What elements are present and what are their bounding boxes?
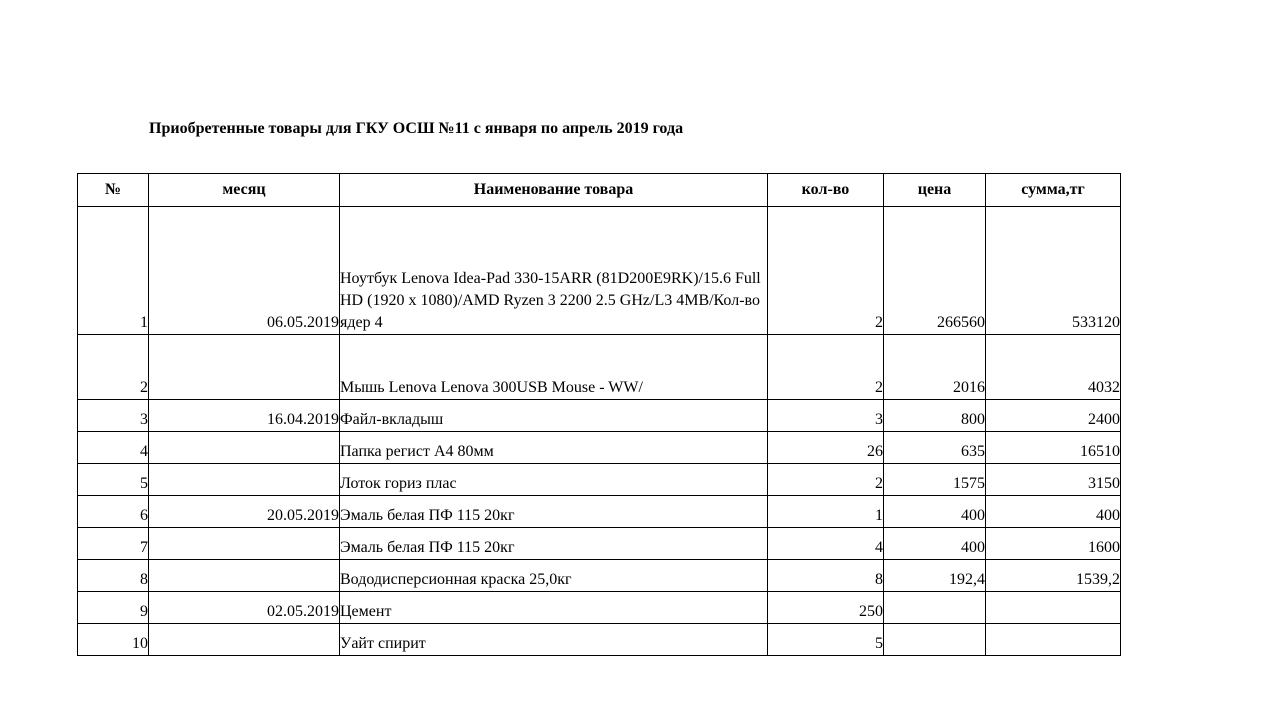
cell-sum <box>986 624 1121 656</box>
cell-price <box>884 592 986 624</box>
cell-qty: 4 <box>768 528 884 560</box>
cell-qty: 8 <box>768 560 884 592</box>
cell-name: Эмаль белая ПФ 115 20кг <box>340 528 768 560</box>
table-row <box>78 432 1121 464</box>
document-title: Приобретенные товары для ГКУ ОСШ №11 с января по апрель 2019 года <box>149 120 684 137</box>
cell-sum: 1539,2 <box>986 560 1121 592</box>
table-row <box>78 464 1121 496</box>
table-row <box>78 400 1121 432</box>
cell-name: Файл-вкладыш <box>340 400 768 432</box>
table-row <box>78 624 1121 656</box>
header-price: цена <box>884 174 986 207</box>
cell-sum <box>986 592 1121 624</box>
cell-sum: 16510 <box>986 432 1121 464</box>
cell-sum: 4032 <box>986 335 1121 400</box>
cell-num: 8 <box>78 560 149 592</box>
cell-price: 1575 <box>884 464 986 496</box>
cell-num: 4 <box>78 432 149 464</box>
cell-name: Папка регист А4 80мм <box>340 432 768 464</box>
cell-name: Ноутбук Lenova Idea-Pad 330-15ARR (81D200E9RK)/15.6 Full HD (1920 x 1080)/AMD Ryzen 3 2200 2.5 GHz/L3 4MB/Кол-во ядер 4 <box>340 207 768 335</box>
header-month: месяц <box>149 174 340 207</box>
header-sum: сумма,тг <box>986 174 1121 207</box>
cell-month <box>149 624 340 656</box>
cell-qty: 2 <box>768 207 884 335</box>
cell-month: 06.05.2019 <box>149 207 340 335</box>
cell-price: 635 <box>884 432 986 464</box>
cell-sum: 3150 <box>986 464 1121 496</box>
cell-month: 16.04.2019 <box>149 400 340 432</box>
cell-price: 400 <box>884 496 986 528</box>
cell-name: Эмаль белая ПФ 115 20кг <box>340 496 768 528</box>
cell-price: 192,4 <box>884 560 986 592</box>
cell-sum: 2400 <box>986 400 1121 432</box>
table-row <box>78 335 1121 400</box>
cell-name: Уайт спирит <box>340 624 768 656</box>
table-row <box>78 496 1121 528</box>
cell-month <box>149 432 340 464</box>
goods-table <box>77 173 1121 656</box>
cell-month <box>149 335 340 400</box>
table-row <box>78 207 1121 335</box>
cell-name: Вододисперсионная краска 25,0кг <box>340 560 768 592</box>
cell-qty: 26 <box>768 432 884 464</box>
cell-sum: 1600 <box>986 528 1121 560</box>
table-row <box>78 560 1121 592</box>
cell-price <box>884 624 986 656</box>
cell-qty: 250 <box>768 592 884 624</box>
header-num: № <box>78 174 149 207</box>
cell-month <box>149 528 340 560</box>
cell-num: 10 <box>78 624 149 656</box>
cell-month: 20.05.2019 <box>149 496 340 528</box>
cell-qty: 3 <box>768 400 884 432</box>
cell-num: 1 <box>78 207 149 335</box>
cell-sum: 400 <box>986 496 1121 528</box>
cell-qty: 2 <box>768 464 884 496</box>
cell-month: 02.05.2019 <box>149 592 340 624</box>
cell-num: 6 <box>78 496 149 528</box>
cell-num: 9 <box>78 592 149 624</box>
cell-name: Цемент <box>340 592 768 624</box>
cell-num: 3 <box>78 400 149 432</box>
cell-qty: 2 <box>768 335 884 400</box>
cell-month <box>149 560 340 592</box>
cell-qty: 5 <box>768 624 884 656</box>
cell-month <box>149 464 340 496</box>
table-row <box>78 528 1121 560</box>
cell-num: 5 <box>78 464 149 496</box>
cell-num: 2 <box>78 335 149 400</box>
cell-price: 800 <box>884 400 986 432</box>
cell-sum: 533120 <box>986 207 1121 335</box>
cell-qty: 1 <box>768 496 884 528</box>
cell-price: 400 <box>884 528 986 560</box>
table-header-row <box>78 174 1121 207</box>
header-name: Наименование товара <box>340 174 768 207</box>
cell-price: 2016 <box>884 335 986 400</box>
cell-price: 266560 <box>884 207 986 335</box>
cell-num: 7 <box>78 528 149 560</box>
cell-name: Мышь Lenova Lenova 300USB Mouse - WW/ <box>340 335 768 400</box>
header-qty: кол-во <box>768 174 884 207</box>
cell-name: Лоток гориз плас <box>340 464 768 496</box>
table-row <box>78 592 1121 624</box>
